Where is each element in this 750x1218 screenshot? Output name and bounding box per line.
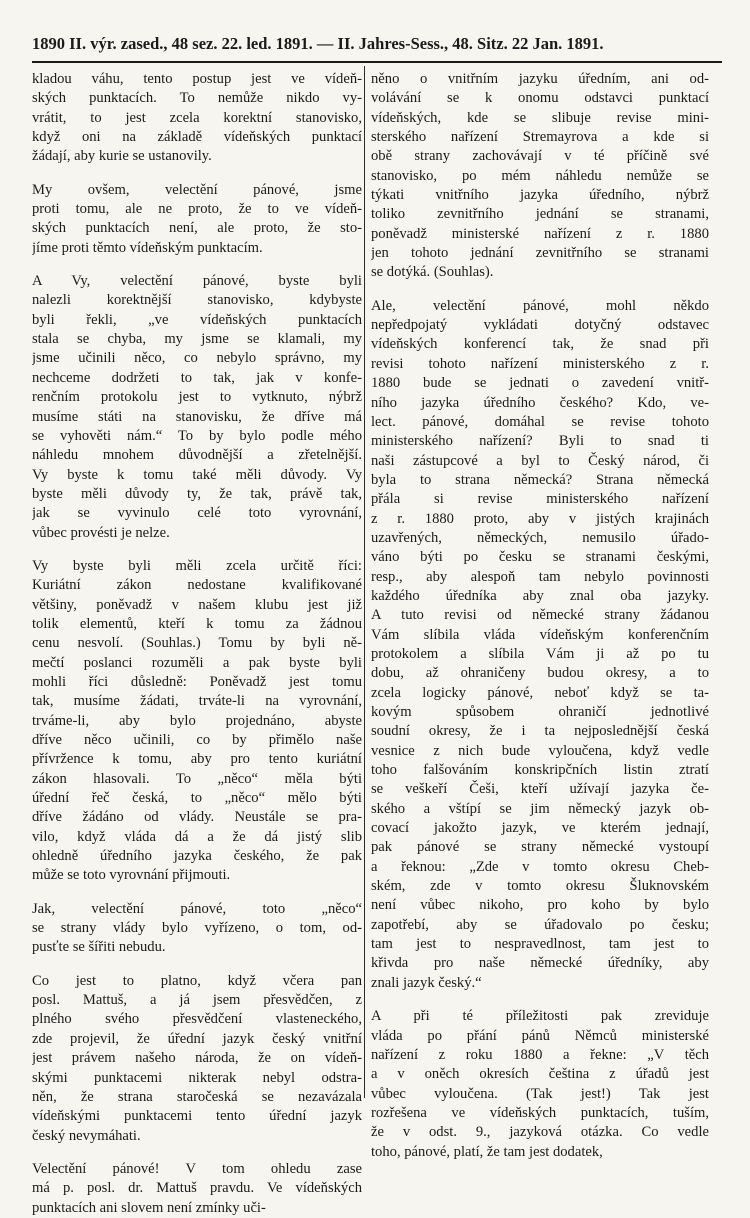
paragraph-gap xyxy=(32,958,362,972)
text-line: uzavřených, německých, nemusilo úřado- xyxy=(371,529,709,546)
paragraph xyxy=(32,70,362,167)
text-line: jest právem našeho národa, že on vídeň- xyxy=(32,1050,362,1067)
text-line: dobu, až ohraničeny budou okresy, a to xyxy=(371,665,709,682)
paragraph-gap xyxy=(371,993,709,1007)
text-line: A při té příležitosti pak zreviduje xyxy=(371,1008,709,1025)
paragraph xyxy=(32,1160,362,1218)
text-line: poněvadž ministerské nařízení z r. 1880 xyxy=(371,225,709,242)
text-line: vláda po přání pánů Němců ministerské xyxy=(371,1027,709,1044)
text-line: pusťte se šířiti nebudu. xyxy=(32,939,166,956)
text-line: toliko zevnitřního jednání se stranami, xyxy=(371,206,709,223)
text-line: mečtí poslanci rozuměli a pak byste byli xyxy=(32,654,362,671)
text-line: trváme-li, aby bylo projednáno, abyste xyxy=(32,712,362,729)
text-line: když oni na základě vídeňských punktací xyxy=(32,129,362,146)
text-line: nechceme dodržeti to tak, jak v konfe- xyxy=(32,369,362,386)
text-line: nepředpojatý vykládati dotyčný odstavec xyxy=(371,317,709,334)
text-line: jen tohoto jednání zevnitřního se stranami xyxy=(371,245,709,262)
text-line: zde projevil, že úřední jazyk český vnitřní xyxy=(32,1030,362,1047)
text-line: proti tomu, ale ne proto, že to ve vídeň- xyxy=(32,201,362,218)
text-line: vrátit, to jest zcela korektní stanovisko, xyxy=(32,109,362,126)
text-line: tak, musíme žádati, trváte-li na vyrovnání, xyxy=(32,693,362,710)
text-line: něno o vnitřním jazyku úředním, ani od- xyxy=(371,71,709,87)
text-line: Vy byste k tomu také měli důvody. Vy xyxy=(32,466,362,483)
text-line: váno býti po česku se stranami českými, xyxy=(371,549,709,566)
text-line: revisi tohoto nařízení ministerského z r. xyxy=(371,355,709,372)
text-line: obě strany zachovávají v té příčině své xyxy=(371,148,709,165)
text-line: punktacích ani slovem není zmínky uči- xyxy=(32,1199,266,1216)
text-line: není vůbec nikoho, pro koho by bylo xyxy=(371,897,709,914)
text-line: vůbec vyloučena. (Tak jest!) Tak jest xyxy=(371,1085,709,1102)
text-line: lect. pánové, domáhal se revise tohoto xyxy=(371,413,709,430)
text-line: křivda pro naše německé úředníky, aby xyxy=(371,955,709,972)
text-line: vídeňských konferencí tak, že snad při xyxy=(371,336,709,353)
text-line: a řeknou: „Zde v tomto okresu Cheb- xyxy=(371,858,709,875)
text-line: znali jazyk český.“ xyxy=(371,974,482,991)
text-line: musíme státi na stanovisku, že dříve má xyxy=(32,408,362,425)
text-line: má p. posl. dr. Mattuš pravdu. Ve vídeňských xyxy=(32,1180,362,1197)
text-line: 1880 bude se jednati o zavedení vnitř- xyxy=(371,375,709,392)
text-line: ských punktacích. To nemůže nikdo vy- xyxy=(32,90,362,107)
text-line: sterského nařízení Stremayrova a kde si xyxy=(371,129,709,146)
text-line: se strany vlády bylo vyřízeno, o tom, od- xyxy=(32,920,362,937)
text-line: přála si revise ministerského nařízení xyxy=(371,491,709,508)
text-line: každého úředníka aby znal oba jazyky. xyxy=(371,587,709,604)
right-column xyxy=(371,70,709,1162)
text-line: kovým spůsobem ohraničí jednotlivé xyxy=(371,704,709,720)
text-line: může se toto vyrovnání přijmouti. xyxy=(32,867,231,884)
paragraph xyxy=(371,70,709,283)
text-line: zcela logicky pánové, neboť když se ta- xyxy=(371,684,709,701)
text-line: byli řekli, „ve vídeňských punktacích xyxy=(32,311,362,328)
text-line: žádají, aby kurie se ustanovily. xyxy=(32,148,212,165)
text-line: ského a vštípí se jim německý jazyk ob- xyxy=(371,800,709,817)
text-line: Kuriátní zákon nedostane kvalifikované xyxy=(32,577,362,594)
text-line: posl. Mattuš, a já jsem přesvědčen, z xyxy=(32,992,362,1009)
text-line: něn, že strana staročeská se nezavázala xyxy=(32,1088,362,1105)
paragraph-gap xyxy=(32,886,362,900)
text-line: dříve něco učinili, co by přimělo naše xyxy=(32,732,362,748)
text-line: covací jakožto jazyk, ve kterém jednají, xyxy=(371,820,709,837)
text-line: z r. 1880 proto, aby v jistých krajinách xyxy=(371,510,709,527)
text-line: se vyhověti nám.“ To by bylo podle mého xyxy=(32,427,362,444)
text-line: Velectění pánové! V tom ohledu zase xyxy=(32,1160,362,1177)
text-line: ního jazyka úředního českého? Kdo, ve- xyxy=(371,394,709,411)
paragraph-gap xyxy=(32,258,362,272)
text-line: jsme učinili něco, co nebylo správno, my xyxy=(32,350,362,367)
text-line: přívržence k tomu, aby pro tento kuriátní xyxy=(32,751,362,768)
paragraph xyxy=(32,181,362,258)
text-line: vůbec provésti je nelze. xyxy=(32,524,170,541)
text-line: rozřešena ve vídeňských punktacích, tuším, xyxy=(371,1104,709,1121)
text-line: nařízení z roku 1880 a řekne: „V těch xyxy=(371,1046,709,1063)
text-line: týkati vnitřního jazyka úředního, nýbrž xyxy=(371,187,709,204)
paragraph-gap xyxy=(32,543,362,557)
text-line: resp., aby alespoň tam nebylo povinnosti xyxy=(371,568,709,585)
paragraph xyxy=(371,1007,709,1162)
text-line: toho falšováním konskripčních listin ztratí xyxy=(371,762,709,779)
text-line: jíme proti těmto vídeňským punktacím. xyxy=(32,239,263,256)
text-line: vídeňských, kde se slibuje revise mini- xyxy=(371,109,709,126)
text-line: Jak, velectění pánové, toto „něco“ xyxy=(32,900,362,917)
text-line: že v odst. 9., jazyková otázka. Co vedle xyxy=(371,1124,709,1141)
text-line: Co jest to platno, když včera pan xyxy=(32,972,362,989)
text-line: Ale, velectění pánové, mohl někdo xyxy=(371,297,709,314)
text-line: naši zástupcové a byl to Český národ, či xyxy=(371,452,709,469)
text-line: cenu nesvolí. (Souhlas.) Tomu by byli ně- xyxy=(32,635,362,652)
header-text: 1890 II. výr. zased., 48 sez. 22. led. 1891. — II. Jahres-Sess., 48. Sitz. 22 Jan. 1891. xyxy=(32,34,604,53)
text-line: náhledu mnohem důvodnější a zřetelnější. xyxy=(32,447,362,464)
text-line: protokolem a slíbila Vám ji až po tu xyxy=(371,645,709,662)
text-line: A Vy, velectění pánové, byste byli xyxy=(32,273,362,290)
text-line: skými punktacemi nikterak nebyl odstra- xyxy=(32,1069,362,1086)
left-column xyxy=(32,70,362,1218)
text-line: úřední řeč česká, to „něco“ mělo býti xyxy=(32,790,362,807)
text-line: ském, zde v tomto okresu Šluknovském xyxy=(371,878,709,895)
text-line: nalezli korektnější stanovisko, kdybyste xyxy=(32,292,362,309)
text-line: plného svého přesvědčení vlasteneckého, xyxy=(32,1011,362,1028)
paragraph xyxy=(32,272,362,543)
paragraph-gap xyxy=(32,167,362,181)
text-line: kladou váhu, tento postup jest ve vídeň- xyxy=(32,71,362,87)
text-line: tam jest to nespravedlnost, tam jest to xyxy=(371,936,709,953)
text-line: vídeňskými punktacemi tento úřední jazyk xyxy=(32,1108,362,1125)
text-line: dříve žádáno od vlády. Neustále se pra- xyxy=(32,809,362,826)
text-line: vilo, když vláda dá a že dá jistý slib xyxy=(32,828,362,845)
paragraph xyxy=(32,972,362,1146)
text-line: ských punktacích není, ale proto, že sto- xyxy=(32,220,362,237)
page-header xyxy=(32,34,722,54)
paragraph xyxy=(32,900,362,958)
text-line: ministerského nařízení? Byli to snad ti xyxy=(371,433,709,450)
text-line: ohledně úředního jazyka českého, že pak xyxy=(32,848,362,865)
text-line: stanovisko, po mém náhledu nemůže se xyxy=(371,167,709,184)
text-line: stala se chyba, my jsme se klamali, my xyxy=(32,331,362,348)
text-line: jak se vyvinulo celé toto vyrovnání, xyxy=(32,505,362,522)
text-line: se veškeří Češi, kteří užívají jazyka če- xyxy=(371,781,709,798)
text-line: toho, pánové, platí, že tam jest dodatek, xyxy=(371,1143,603,1160)
text-line: zapotřebí, aby se úřadovalo po česku; xyxy=(371,916,709,933)
text-line: zákon hlasovali. To „něco“ měla býti xyxy=(32,770,362,787)
text-line: renčním protokolu jest to vytknuto, nýbrž xyxy=(32,389,362,406)
text-line: volávání se k onomu odstavci punktací xyxy=(371,90,709,107)
text-line: tolik elementů, kteří k tomu za žádnou xyxy=(32,615,362,632)
text-line: a v oněch okresích čeština z úřadů jest xyxy=(371,1066,709,1083)
text-line: Vy byste byli měli zcela určitě říci: xyxy=(32,557,362,574)
text-line: My ovšem, velectění pánové, jsme xyxy=(32,181,362,198)
text-line: se dotýká. (Souhlas). xyxy=(371,264,494,281)
text-line: soudní okresy, že i ta nejposlednější česká xyxy=(371,723,709,740)
text-line: byla to strana německá? Strana německá xyxy=(371,471,709,488)
header-rule xyxy=(32,61,722,63)
column-divider xyxy=(364,66,365,1098)
paragraph xyxy=(32,557,362,886)
paragraph-gap xyxy=(371,283,709,297)
text-line: český nevymáhati. xyxy=(32,1127,141,1144)
paragraph-gap xyxy=(32,1146,362,1160)
text-line: mohli říci důsledně: Poněvadž jest tomu xyxy=(32,673,362,690)
paragraph xyxy=(371,297,709,993)
text-line: pak pánové se strany německé vystoupí xyxy=(371,839,709,856)
text-line: A tuto revisi od německé strany žádanou xyxy=(371,607,709,624)
text-line: většiny, poněvadž v našem klubu jest již xyxy=(32,596,362,613)
text-line: byste měli důvody ty, že tak, právě tak, xyxy=(32,485,362,502)
text-line: vesnice z nich bude vyloučena, když vedle xyxy=(371,742,709,759)
text-line: Vám slíbila vláda vídeňským konferenčním xyxy=(371,626,709,643)
